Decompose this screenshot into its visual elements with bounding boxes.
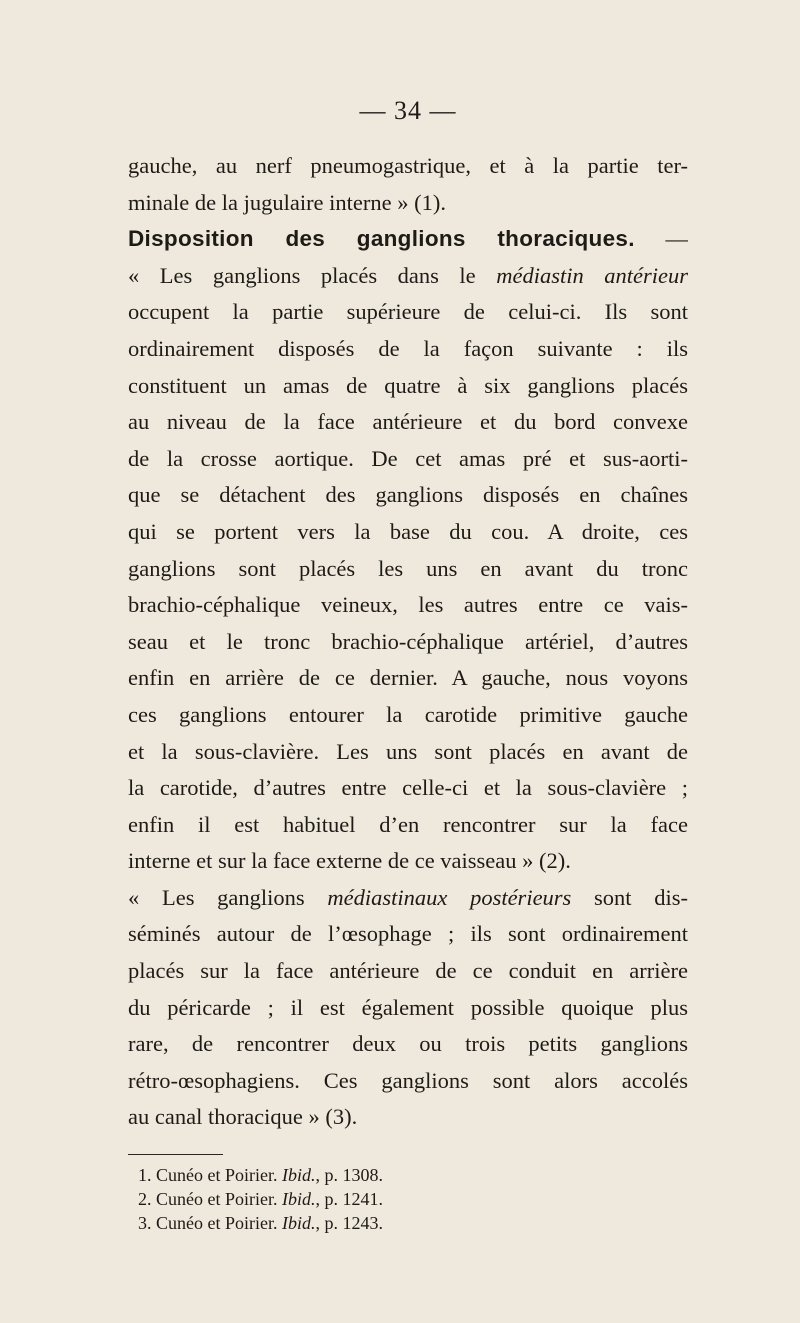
line-text: gauche, au nerf pneumogastrique, et à la partie ter- bbox=[128, 153, 688, 178]
footnote-rule bbox=[128, 1154, 223, 1155]
line-text: au canal thoracique » (3). bbox=[128, 1104, 358, 1130]
line-text: rare, de rencontrer deux ou trois petits ganglions bbox=[128, 1031, 688, 1057]
line-text: ces ganglions entourer la carotide primitive gauche bbox=[128, 701, 688, 727]
text-line bbox=[128, 551, 688, 588]
footnote bbox=[128, 1211, 688, 1235]
text-line bbox=[128, 1063, 688, 1100]
text-line bbox=[128, 331, 688, 368]
line-text: au niveau de la face antérieure et du bord convexe bbox=[128, 409, 688, 435]
text-line bbox=[128, 368, 688, 405]
text-line bbox=[128, 880, 688, 917]
italic-term: médiastin antérieur bbox=[496, 262, 688, 288]
section-heading: Disposition des ganglions thoraciques. bbox=[128, 226, 635, 252]
text-line bbox=[128, 221, 688, 258]
line-text: rétro-œsophagiens. Ces ganglions sont alors accolés bbox=[128, 1067, 688, 1093]
line-text: placés sur la face antérieure de ce conduit en arrière bbox=[128, 958, 688, 984]
text-line bbox=[128, 1026, 688, 1063]
footnote-italic: Ibid. bbox=[281, 1165, 316, 1186]
footnote bbox=[128, 1187, 688, 1211]
text-line bbox=[128, 660, 688, 697]
footnote-text: 3. Cunéo et Poirier. bbox=[138, 1213, 282, 1234]
line-text: que se détachent des ganglions disposés en chaînes bbox=[128, 482, 688, 508]
text-line bbox=[128, 990, 688, 1027]
line-text: qui se portent vers la base du cou. A droite, ces bbox=[128, 518, 688, 544]
footnote-text: , p. 1241. bbox=[315, 1189, 383, 1210]
line-text: brachio-céphalique veineux, les autres entre ce vais- bbox=[128, 592, 688, 618]
footnotes bbox=[128, 1163, 688, 1235]
text-line bbox=[128, 441, 688, 478]
line-text: « Les ganglions placés dans le bbox=[128, 262, 497, 288]
text-line bbox=[128, 294, 688, 331]
text-line bbox=[128, 624, 688, 661]
italic-term: médiastinaux postérieurs bbox=[327, 884, 572, 910]
footnote bbox=[128, 1163, 688, 1187]
text-line bbox=[128, 843, 688, 880]
text-line bbox=[128, 258, 688, 295]
line-text: seau et le tronc brachio-céphalique artériel, d’autres bbox=[128, 628, 688, 654]
text-line bbox=[128, 916, 688, 953]
line-text: du péricarde ; il est également possible quoique plus bbox=[128, 994, 688, 1020]
line-text: la carotide, d’autres entre celle-ci et la sous-clavière ; bbox=[128, 775, 688, 801]
footnote-text: , p. 1243. bbox=[315, 1213, 383, 1234]
line-text: — bbox=[634, 226, 688, 252]
text-line bbox=[128, 1099, 688, 1136]
line-text: minale de la jugulaire interne » (1). bbox=[128, 189, 446, 215]
line-text: de la crosse aortique. De cet amas pré et sus-aorti- bbox=[128, 445, 688, 471]
footnote-text: 2. Cunéo et Poirier. bbox=[138, 1189, 282, 1210]
text-line bbox=[128, 953, 688, 990]
text-line bbox=[128, 587, 688, 624]
footnote-italic: Ibid. bbox=[281, 1189, 316, 1210]
line-text: constituent un amas de quatre à six ganglions placés bbox=[128, 372, 688, 398]
text-line bbox=[128, 404, 688, 441]
main-text bbox=[128, 148, 688, 1136]
text-line bbox=[128, 734, 688, 771]
line-text: enfin il est habituel d’en rencontrer sur la face bbox=[128, 811, 688, 837]
line-text: séminés autour de l’œsophage ; ils sont ordinairement bbox=[128, 921, 688, 947]
line-text: interne et sur la face externe de ce vaisseau » (2). bbox=[128, 848, 571, 874]
line-text: sont dis- bbox=[571, 884, 688, 910]
text-line bbox=[128, 148, 688, 185]
line-text: ordinairement disposés de la façon suivante : ils bbox=[128, 335, 688, 361]
line-text: « Les ganglions bbox=[128, 884, 328, 910]
text-line bbox=[128, 477, 688, 514]
text-line bbox=[128, 697, 688, 734]
text-line bbox=[128, 514, 688, 551]
footnote-text: 1. Cunéo et Poirier. bbox=[138, 1165, 282, 1186]
footnote-text: , p. 1308. bbox=[315, 1165, 383, 1186]
line-text: et la sous-clavière. Les uns sont placés en avant de bbox=[128, 738, 688, 764]
page-body bbox=[128, 96, 688, 1235]
text-line bbox=[128, 185, 688, 222]
line-text: enfin en arrière de ce dernier. A gauche, nous voyons bbox=[128, 665, 688, 691]
line-text: occupent la partie supérieure de celui-ci. Ils sont bbox=[128, 299, 688, 325]
text-line bbox=[128, 770, 688, 807]
line-text: ganglions sont placés les uns en avant du tronc bbox=[128, 555, 688, 581]
footnote-italic: Ibid. bbox=[281, 1213, 316, 1234]
page-number: — 34 — bbox=[359, 96, 457, 125]
text-line bbox=[128, 807, 688, 844]
